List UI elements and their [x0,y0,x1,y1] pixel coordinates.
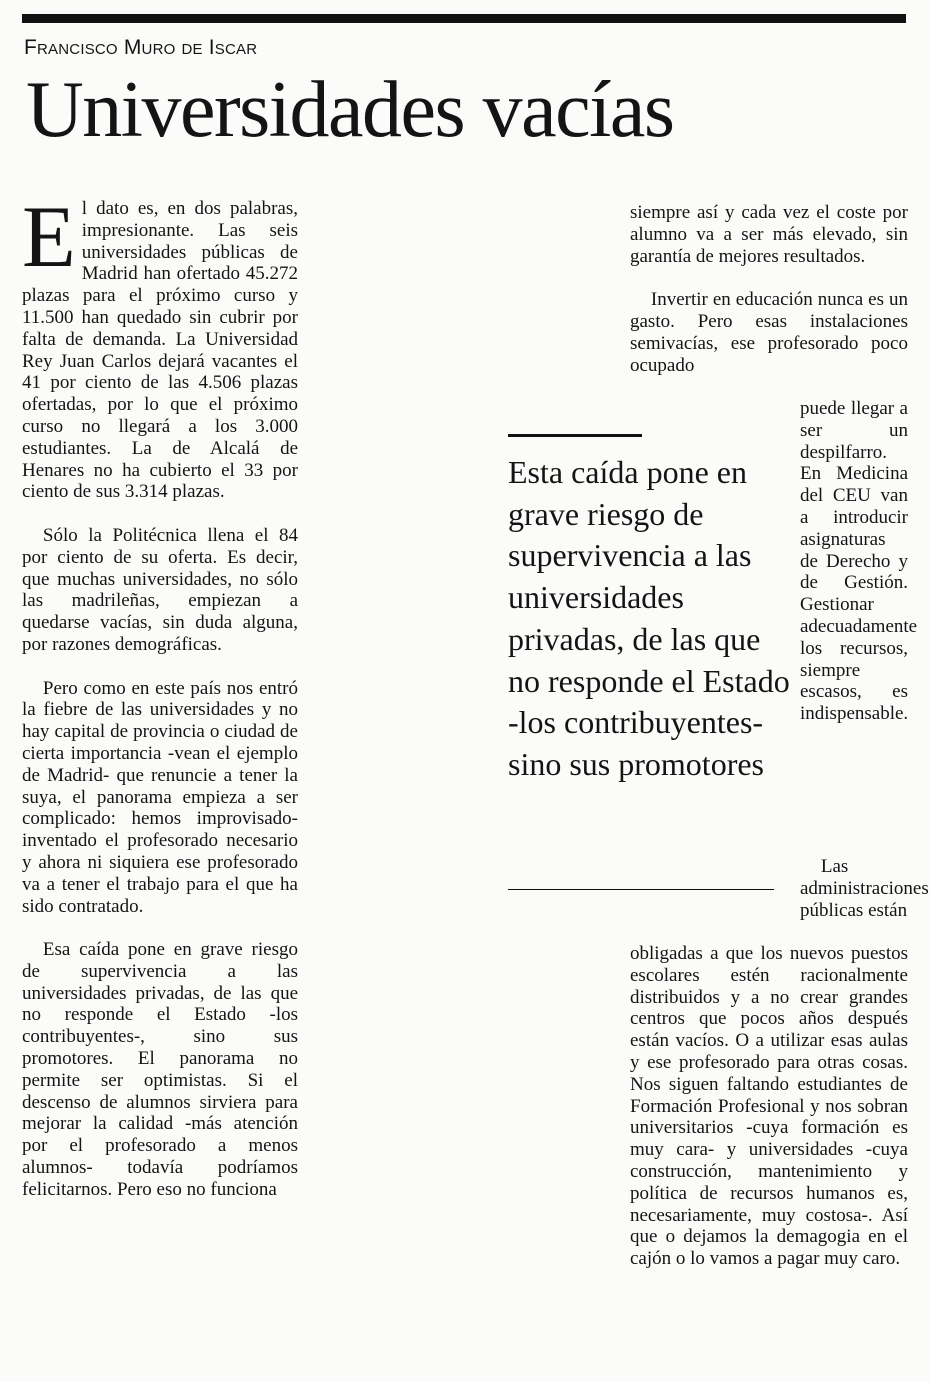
headline: Universidades vacías [26,66,674,154]
top-rule [22,14,906,23]
paragraph-5-start: Invertir en educación nunca es un gasto. Pero esas instalaciones semivacías, ese profesorado poco ocupado [630,289,908,376]
paragraph-2: Sólo la Politécnica llena el 84 por ciento de su oferta. Es decir, que muchas universidades, no sólo las madrileñas, empiezan a quedarse vacías, sin duda alguna, por razones demográficas. [22,524,298,655]
pullquote: Esta caída pone en grave riesgo de supervivencia a las universidades privadas, de las que no responde el Estado -los contribuyentes- sino sus promotores [508,454,790,782]
pullquote-rule-bottom [508,889,774,890]
paragraph-4: Esa caída pone en grave riesgo de supervivencia a las universidades privadas, de las que no responde el Estado -los contribuyentes-, sino sus promotores. El panorama no permite ser optimistas. Si el descenso de alumnos sirviera para mejorar la calidad -más atención por el profesorado a menos alumnos- todavía podríamos felicitarnos. Pero eso no funciona [22,939,298,1200]
pullquote-rule-top [508,434,642,437]
paragraph-4-continued: siempre así y cada vez el coste por alumno va a ser más elevado, sin garantía de mejores resultados. [630,202,908,267]
article-column-right-bottom [630,943,908,1292]
paragraph-1: El dato es, en dos palabras, impresionante. Las seis universidades públicas de Madrid han ofertado 45.272 plazas para el próximo curso y 11.500 han quedado sin cubrir por falta de demanda. La Universidad Rey Juan Carlos dejará vacantes el 41 por ciento de las 4.506 plazas ofertadas, por lo que el próximo curso no llegará a los 3.000 estudiantes. La de Alcalá de Henares no ha cubierto el 33 por ciento de sus 3.314 plazas. [22,189,298,503]
article-column-right-top [630,202,908,398]
paragraph-6-continued: obligadas a que los nuevos puestos escolares estén racionalmente distribuidos y a no crear grandes centros que pocos años después están vacíos. O a utilizar esas aulas y ese profesorado para otras cosas. Nos siguen faltando estudiantes de Formación Profesional y nos sobran universitarios -cuya formación es muy cara- y universidades -cuya construcción, mantenimiento y política de recursos humanos es, necesariamente, muy costosa-. Así que o dejamos la demagogia en el cajón o lo vamos a pagar muy caro. [630,943,908,1270]
byline: Francisco Muro de Iscar [24,36,258,59]
paragraph-6-narrow: Las administraciones públicas están [800,856,929,921]
paragraph-3: Pero como en este país nos entró la fiebre de las universidades y no hay capital de provincia o ciudad de cierta importancia -vean el ejemplo de Madrid- que renuncie a tener la suya, el panorama empieza a ser complicado: hemos improvisado-inventado el profesorado necesario y ahora ni siquiera ese profesorado va a tener el trabajo para el que ha sido contratado. [22,677,298,917]
paragraph-5-narrow: puede llegar a ser un despilfarro. En Medicina del CEU van a introducir asignaturas de Derecho y de Gestión. Gestionar adecuadamente los recursos, siempre escasos, es indispensable. [800,398,918,725]
article-column-left [22,189,298,1222]
drop-cap: E [22,189,76,286]
